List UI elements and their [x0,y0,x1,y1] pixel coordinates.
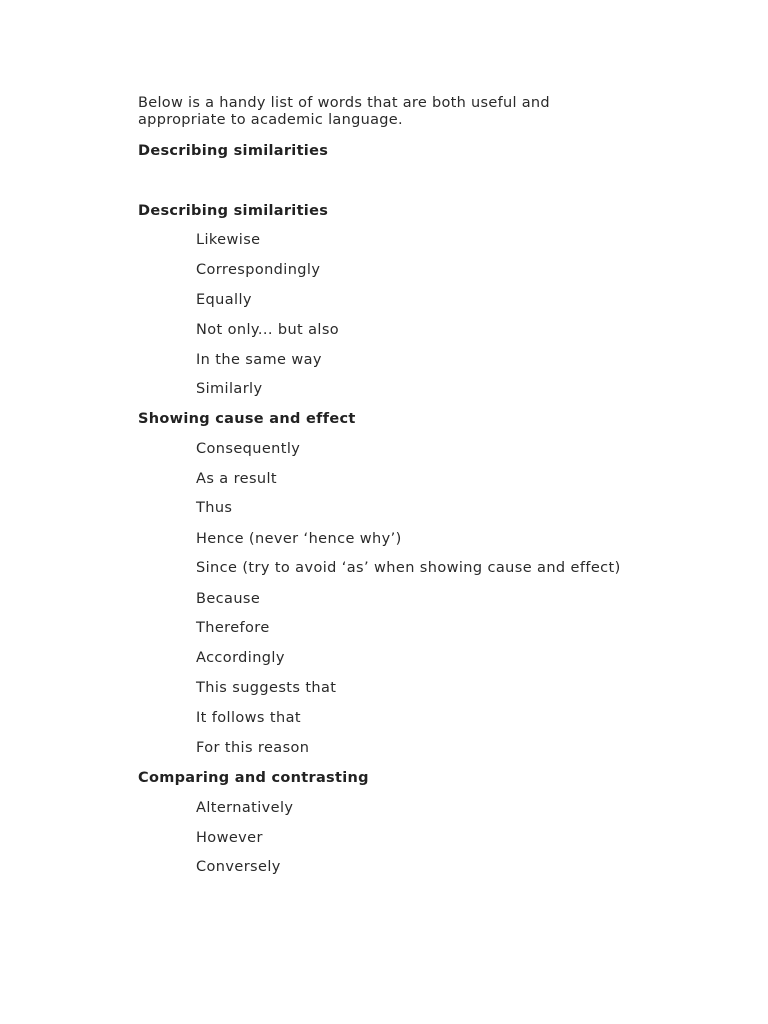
list-item: For this reason [196,740,310,756]
intro-paragraph: Below is a handy list of words that are both useful and appropriate to academic language. [138,95,550,128]
list-item: This suggests that [196,680,337,696]
list-item: Conversely [196,859,281,875]
section-heading-top: Describing similarities [138,143,329,159]
list-item: Therefore [196,620,270,636]
list-item: It follows that [196,710,301,726]
list-item: Similarly [196,381,263,397]
list-item: Likewise [196,232,261,248]
list-item: Thus [196,500,233,516]
list-item: Since (try to avoid ‘as’ when showing cause and effect) [196,560,621,576]
section-heading-comparing: Comparing and contrasting [138,770,369,786]
section-heading-similarities: Describing similarities [138,203,329,219]
list-item: Because [196,591,261,607]
list-item: As a result [196,471,277,487]
list-item: In the same way [196,352,322,368]
list-item: Correspondingly [196,262,321,278]
list-item: Hence (never ‘hence why’) [196,531,402,547]
list-item: Consequently [196,441,301,457]
section-heading-cause-effect: Showing cause and effect [138,411,356,427]
list-item: Accordingly [196,650,285,666]
list-item: Alternatively [196,800,294,816]
list-item: Not only... but also [196,322,340,338]
list-item: However [196,830,263,846]
list-item: Equally [196,292,252,308]
